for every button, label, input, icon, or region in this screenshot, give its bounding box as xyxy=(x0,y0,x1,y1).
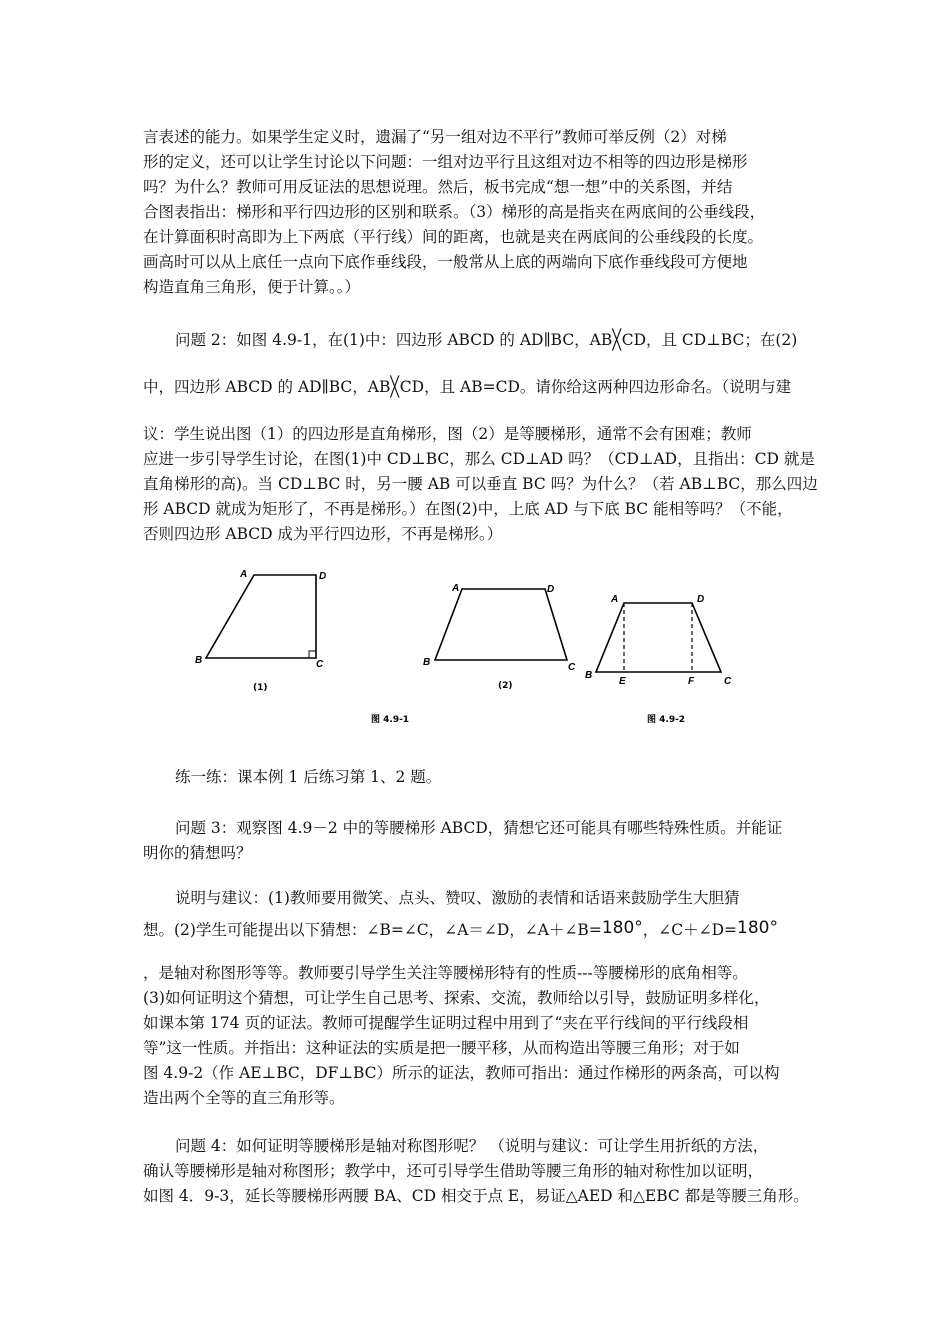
note-line: 等”这一性质。并指出：这种证法的实质是把一腰平移，从而构造出等腰三角形；对于如 xyxy=(143,1039,740,1057)
question-2-line: 应进一步引导学生讨论，在图(1)中 CD⊥BC，那么 CD⊥AD 吗？（CD⊥AD，且指出：CD 就是 xyxy=(143,450,815,468)
fig1-caption: (1) xyxy=(253,683,268,693)
question-4-line: 问题 4：如何证明等腰梯形是轴对称图形呢？ （说明与建议：可让学生用折纸的方法， xyxy=(175,1137,769,1155)
fig2-caption: (2) xyxy=(498,681,513,691)
paragraph-line: 合图表指出：梯形和平行四边形的区别和联系。（3）梯形的高是指夹在两底间的公垂线段， xyxy=(143,203,766,221)
fig2-label-c: C xyxy=(568,662,576,673)
figure-right-trapezoid xyxy=(206,575,316,658)
question-4-line: 确认等腰梯形是轴对称图形；教学中，还可引导学生借助等腰三角形的轴对称性加以证明， xyxy=(143,1162,764,1180)
question-2-line: 问题 2：如图 4.9-1，在(1)中：四边形 ABCD 的 AD∥BC，AB╳CD，且 CD⊥BC；在(2) xyxy=(175,329,798,351)
note-line: 说明与建议：(1)教师要用微笑、点头、赞叹、激励的表情和话语来鼓励学生大胆猜 xyxy=(175,889,740,907)
question-4-line: 如图 4．9-3，延长等腰梯形两腰 BA、CD 相交于点 E，易证△AED 和△EBC 都是等腰三角形。 xyxy=(143,1187,809,1205)
fig1-label-b: B xyxy=(195,655,203,666)
question-2-line: 议：学生说出图（1）的四边形是直角梯形，图（2）是等腰梯形，通常不会有困难；教师 xyxy=(143,425,752,443)
not-parallel-symbol: ╳ xyxy=(612,329,622,351)
fig1-label-a: A xyxy=(240,569,248,580)
note-line: 想。(2)学生可能提出以下猜想：∠B=∠C，∠A＝∠D，∠A＋∠B=180°，∠C＋∠D=180° xyxy=(143,918,778,939)
paragraph-line: 在计算面积时高即为上下两底（平行线）间的距离，也就是夹在两底间的公垂线段的长度。 xyxy=(143,228,764,246)
paragraph-line: 画高时可以从上底任一点向下底作垂线段，一般常从上底的两端向下底作垂线段可方便地 xyxy=(143,253,748,271)
note-line: 造出两个全等的直三角形等。 xyxy=(143,1089,345,1107)
question-3-line: 明你的猜想吗？ xyxy=(143,844,252,862)
degree-value: 180° xyxy=(737,918,778,938)
figure-trapezoid-heights xyxy=(596,603,721,672)
figure-isosceles-trapezoid xyxy=(435,589,567,660)
fig3-label-a: A xyxy=(611,594,619,605)
paragraph-line: 吗？为什么？教师可用反证法的思想说理。然后，板书完成“想一想”中的关系图，并结 xyxy=(143,178,733,196)
fig3-label-d: D xyxy=(697,594,705,605)
question-2-line: 直角梯形的高)。当 CD⊥BC 时，另一腰 AB 可以垂直 BC 吗？为什么？（若 AB⊥BC，那么四边 xyxy=(143,475,818,493)
note-line: ，是轴对称图形等等。教师要引导学生关注等腰梯形特有的性质---等腰梯形的底角相等。 xyxy=(143,964,748,982)
fig1-label-d: D xyxy=(319,571,327,582)
figure-caption-4-9-2: 图 4.9-2 xyxy=(647,715,686,725)
fig2-label-a: A xyxy=(452,583,460,594)
paragraph-line: 构造直角三角形，便于计算。。） xyxy=(143,278,361,296)
fig2-label-d: D xyxy=(547,584,555,595)
paragraph-line: 形的定义，还可以让学生讨论以下问题：一组对边平行且这组对边不相等的四边形是梯形 xyxy=(143,153,748,171)
not-parallel-symbol: ╳ xyxy=(390,376,400,398)
question-3-line: 问题 3：观察图 4.9－2 中的等腰梯形 ABCD，猜想它还可能具有哪些特殊性质。并能证 xyxy=(175,819,783,837)
note-line: (3)如何证明这个猜想，可让学生自己思考、探索、交流，教师给以引导，鼓励证明多样化， xyxy=(143,989,770,1007)
practice-line: 练一练：课本例 1 后练习第 1、2 题。 xyxy=(175,768,442,786)
figure-caption-4-9-1: 图 4.9-1 xyxy=(371,715,410,725)
fig3-label-f: F xyxy=(688,676,695,687)
question-2-line: 中，四边形 ABCD 的 AD∥BC，AB╳CD，且 AB=CD。请你给这两种四边形命名。（说明与建 xyxy=(143,376,792,398)
question-2-line: 否则四边形 ABCD 成为平行四边形，不再是梯形。） xyxy=(143,525,503,543)
note-line: 图 4.9-2（作 AE⊥BC，DF⊥BC）所示的证法，教师可指出：通过作梯形的两条高，可以构 xyxy=(143,1064,780,1082)
degree-value: 180° xyxy=(601,918,643,938)
fig3-label-c: C xyxy=(724,676,732,687)
fig1-label-c: C xyxy=(316,659,324,670)
question-2-line: 形 ABCD 就成为矩形了，不再是梯形。）在图(2)中，上底 AD 与下底 BC 能相等吗？（不能， xyxy=(143,500,793,518)
fig3-label-e: E xyxy=(619,676,626,687)
paragraph-line: 言表述的能力。如果学生定义时，遗漏了“另一组对边不平行”教师可举反例（2）对梯 xyxy=(143,128,727,146)
note-line: 如课本第 174 页的证法。教师可提醒学生证明过程中用到了“夹在平行线间的平行线段相 xyxy=(143,1014,749,1032)
fig2-label-b: B xyxy=(423,657,431,668)
fig3-label-b: B xyxy=(585,670,593,681)
